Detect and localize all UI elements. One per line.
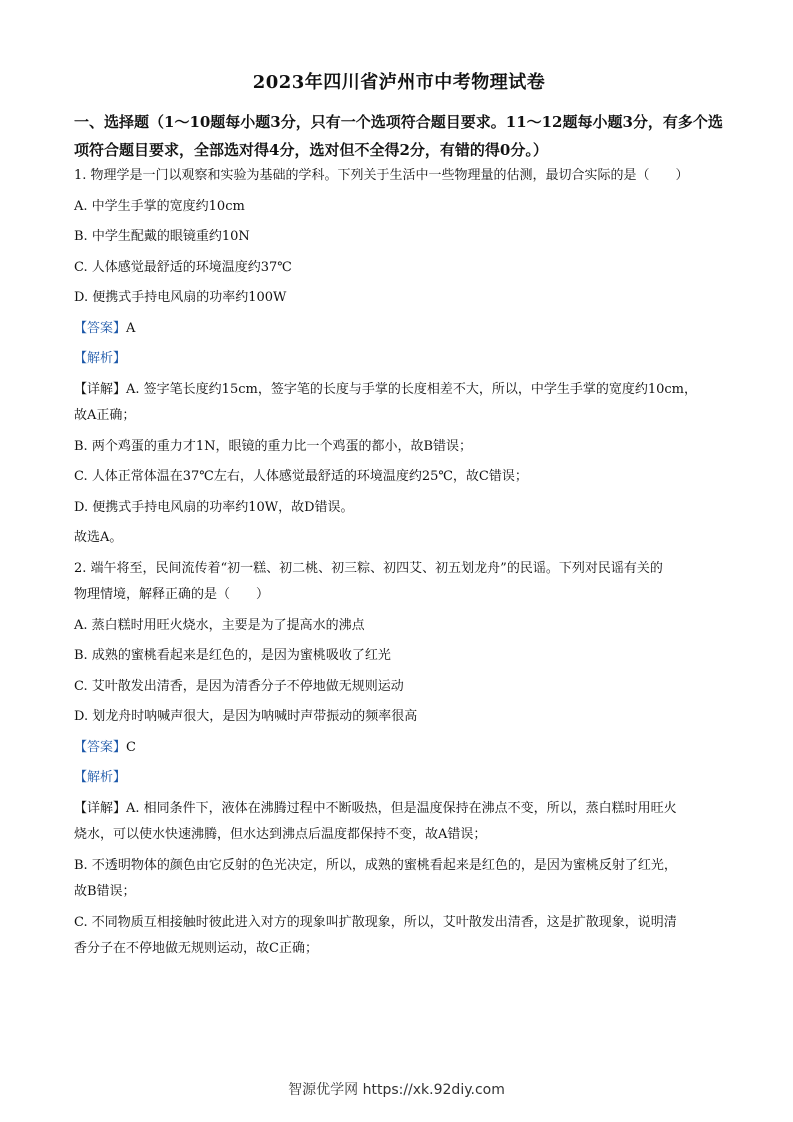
q2-stem-cont: 物理情境，解释正确的是（ ）	[74, 587, 270, 602]
q1-option-a: A. 中学生手掌的宽度约10cm	[74, 198, 245, 214]
q1-detail-a	[74, 380, 724, 400]
q1-conclusion: 故选A。	[74, 530, 123, 545]
q1-option-d: D. 便携式手持电风扇的功率约100W	[74, 290, 287, 305]
detail-tag: 【详解】	[74, 381, 127, 397]
answer-value: A	[126, 320, 136, 336]
section-heading: 一、选择题（1～10题每小题3分，只有一个选项符合题目要求。11～12题每小题3分，有多个选项符合题目要求，全部选对得4分，选对但不全得2分，有错的得0分。）	[74, 113, 723, 159]
q1-answer	[74, 319, 724, 339]
q2-option-c: C. 艾叶散发出清香，是因为清香分子不停地做无规则运动	[74, 678, 404, 694]
q1-option-b: B. 中学生配戴的眼镜重约10N	[74, 229, 250, 244]
q1-detail-b: B. 两个鸡蛋的重力才1N，眼镜的重力比一个鸡蛋的都小，故B错误；	[74, 438, 473, 454]
q1-detail-c: C. 人体正常体温在37℃左右，人体感觉最舒适的环境温度约25℃，故C错误；	[74, 469, 528, 484]
answer-tag: 【答案】	[74, 320, 127, 336]
analysis-tag: 【解析】	[74, 351, 127, 366]
analysis-tag: 【解析】	[74, 770, 127, 785]
detail-tag: 【详解】	[74, 800, 127, 816]
page-title: 2023年四川省泸州市中考物理试卷	[252, 72, 546, 93]
q2-option-d: D. 划龙舟时呐喊声很大，是因为呐喊时声带振动的频率很高	[74, 709, 418, 724]
q2-answer	[74, 738, 724, 758]
footer-watermark: 智源优学网 https://xk.92diy.com	[288, 1082, 505, 1098]
document-page	[74, 62, 724, 970]
detail-text: A. 相同条件下，液体在沸腾过程中不断吸热，但是温度保持在沸点不变，所以，蒸白糕时用旺火	[126, 800, 677, 816]
q2-analysis	[74, 768, 724, 788]
q2-detail-b-cont: 故B错误；	[74, 884, 136, 899]
q2-detail-a	[74, 799, 724, 819]
answer-value: C	[126, 739, 136, 755]
q2-detail-a-cont: 烧水，可以使水快速沸腾，但水达到沸点后温度都保持不变，故A错误；	[74, 827, 487, 842]
q2-stem: 2. 端午将至，民间流传着“初一糕、初二桃、初三粽、初四艾、初五划龙舟”的民谣。下列对民谣有关的	[74, 560, 663, 576]
question-2	[74, 559, 724, 960]
q2-detail-c-cont: 香分子在不停地做无规则运动，故C正确；	[74, 941, 318, 956]
q1-detail-d: D. 便携式手持电风扇的功率约10W，故D错误。	[74, 499, 354, 515]
q2-option-a: A. 蒸白糕时用旺火烧水，主要是为了提高水的沸点	[74, 617, 365, 633]
detail-text: A. 签字笔长度约15cm，签字笔的长度与手掌的长度相差不大，所以，中学生手掌的宽度约10cm，	[126, 381, 697, 397]
q1-analysis	[74, 349, 724, 369]
q1-detail-a-cont: 故A正确；	[74, 408, 136, 423]
q1-stem: 1. 物理学是一门以观察和实验为基础的学科。下列关于生活中一些物理量的估测，最切合实际的是（ ）	[74, 168, 689, 183]
answer-tag: 【答案】	[74, 739, 127, 755]
q2-detail-c: C. 不同物质互相接触时彼此进入对方的现象叫扩散现象，所以，艾叶散发出清香，这是扩散现象，说明清	[74, 914, 677, 930]
question-1	[74, 166, 724, 548]
q2-detail-b: B. 不透明物体的颜色由它反射的色光决定，所以，成熟的蜜桃看起来是红色的，是因为蜜桃反射了红光，	[74, 857, 677, 873]
q1-option-c: C. 人体感觉最舒适的环境温度约37℃	[74, 259, 292, 275]
q2-option-b: B. 成熟的蜜桃看起来是红色的，是因为蜜桃吸收了红光	[74, 648, 391, 663]
